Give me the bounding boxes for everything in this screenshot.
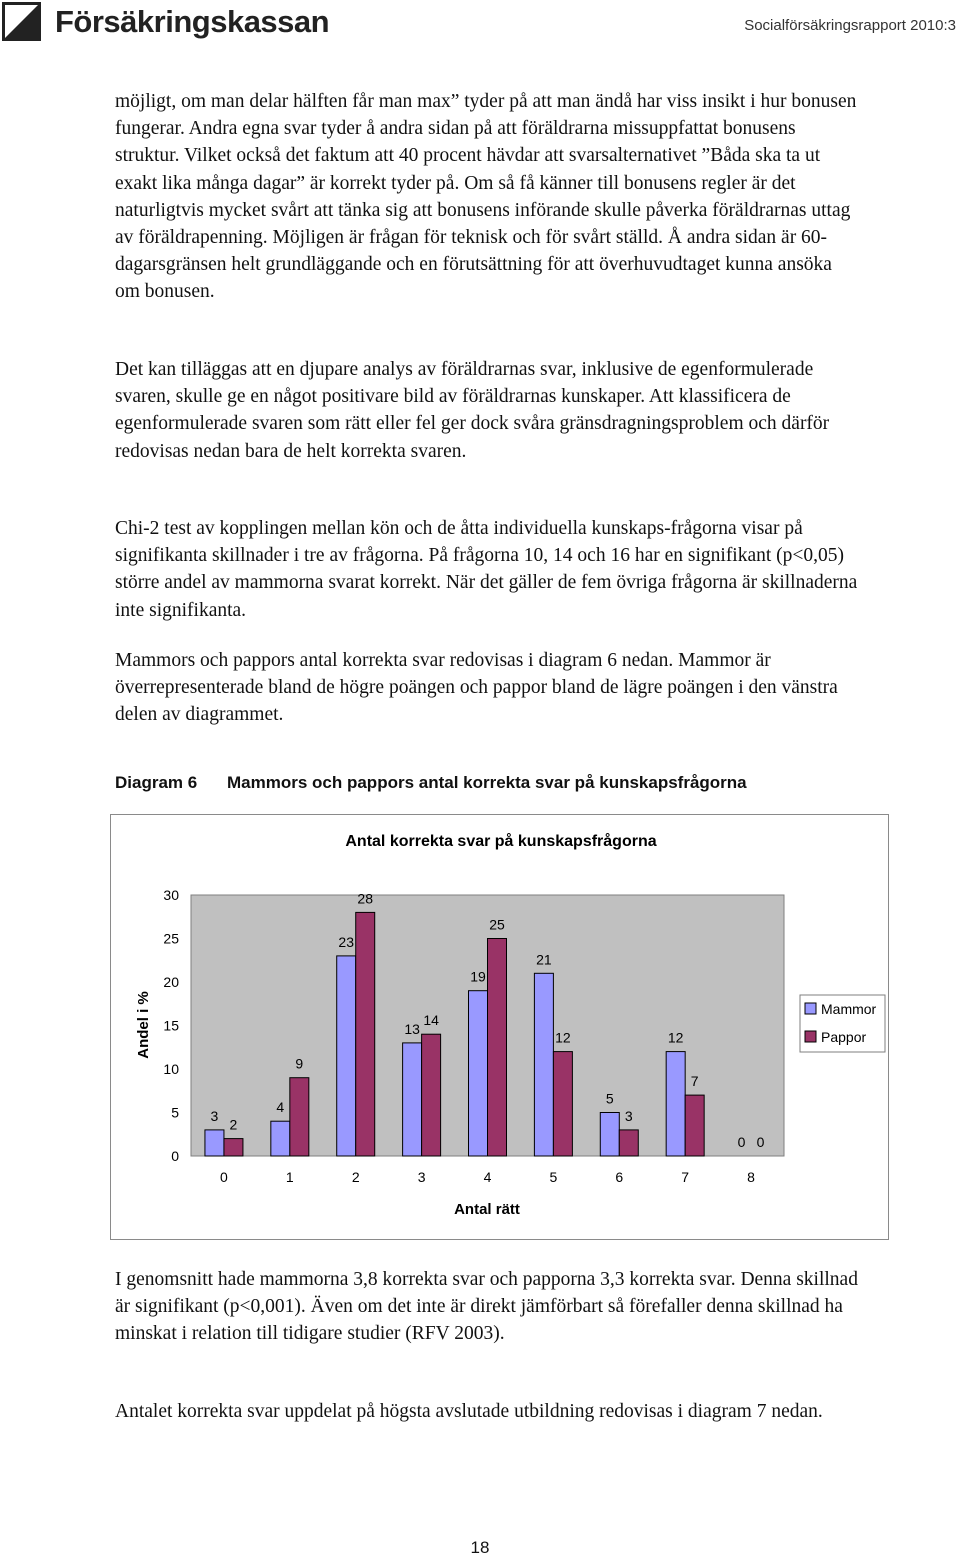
paragraph: Det kan tilläggas att en djupare analys av föräldrarnas svar, inklusive de egenformulerade svaren, skulle ge en något positivare bild av föräldrarnas kunskaper. Att klassificera de egenformulerade svaren som rätt eller fel ger dock svåra gränsdragningsproblem och därför redovisas nedan bara de helt korrekta svaren. <box>115 359 830 462</box>
bar-pappor <box>224 1139 243 1156</box>
legend-label: Pappor <box>821 1029 867 1045</box>
page-number: 18 <box>470 1538 490 1557</box>
report-name: Socialförsäkringsrapport 2010:3 <box>744 17 956 34</box>
paragraph: Mammors och pappors antal korrekta svar redovisas i diagram 6 nedan. Mammor är överrepresenterade bland de högre poängen och pappor bland de lägre poängen i den vänstra delen av diagrammet. <box>115 650 838 726</box>
diagram-title: Mammors och pappors antal korrekta svar på kunskapsfrågorna <box>227 773 747 792</box>
x-tick-label: 5 <box>549 1169 558 1185</box>
bar-pappor <box>488 939 507 1157</box>
bar-chart <box>111 815 888 1239</box>
bar-mammor <box>271 1121 290 1156</box>
bar-pappor <box>685 1095 704 1156</box>
y-tick-label: 25 <box>163 930 179 947</box>
bar-mammor <box>205 1130 224 1156</box>
paragraph: Antalet korrekta svar uppdelat på högsta avslutade utbildning redovisas i diagram 7 nedan. <box>115 1401 823 1422</box>
data-label: 12 <box>555 1029 571 1046</box>
y-tick-label: 15 <box>163 1017 179 1034</box>
legend-swatch-mammor <box>805 1003 816 1014</box>
paragraph: möjligt, om man delar hälften får man max” tyder på att man ändå har viss insikt i hur bonusen fungerar. Andra egna svar tyder å andra sidan på att föräldrarna missuppfattat bonusens struktur. Vilket också det faktum att 40 procent hävdar att svarsalternativet ”Båda ska ta ut exakt lika många dagar” är korrekt tyder på. Om så få känner till bonusens regler är det naturligtvis mycket svårt att tänka sig att bonusens införande skulle påverka föräldrarnas uttag av föräldrapenning. Möjligen är frågan för teknisk och för svårt ställd. Å andra sidan är 60-dagarsgränsen helt grundläggande och en förutsättning för att överhuvudtaget kunna ansöka om bonusen. <box>115 91 857 303</box>
data-label: 13 <box>404 1020 420 1037</box>
data-label: 3 <box>210 1107 219 1124</box>
diagram-caption <box>115 773 747 793</box>
x-tick-label: 0 <box>220 1169 228 1185</box>
legend <box>800 995 885 1052</box>
y-tick-label: 0 <box>171 1148 179 1164</box>
bar-mammor <box>403 1043 422 1156</box>
data-label: 9 <box>295 1055 304 1072</box>
bar-mammor <box>666 1052 685 1156</box>
data-label: 23 <box>338 933 355 950</box>
x-axis-label: Antal rätt <box>454 1201 520 1218</box>
data-label: 4 <box>276 1099 285 1116</box>
x-tick-label: 7 <box>681 1169 690 1185</box>
x-tick-label: 1 <box>285 1169 294 1185</box>
data-label: 19 <box>470 968 486 985</box>
x-tick-label: 8 <box>747 1169 755 1185</box>
logo <box>0 0 345 52</box>
logo-mark-icon <box>2 2 44 44</box>
data-label: 21 <box>536 951 552 968</box>
data-label: 28 <box>357 890 374 907</box>
data-label: 7 <box>690 1073 699 1090</box>
data-label: 12 <box>667 1029 684 1046</box>
x-tick-label: 6 <box>615 1169 624 1185</box>
y-tick-label: 20 <box>163 974 179 990</box>
bar-mammor <box>534 973 553 1156</box>
data-label: 5 <box>605 1090 614 1107</box>
legend-label: Mammor <box>821 1001 877 1017</box>
x-tick-label: 2 <box>351 1169 360 1185</box>
x-tick-label: 4 <box>483 1169 492 1185</box>
legend-swatch-pappor <box>805 1031 816 1042</box>
bar-pappor <box>553 1052 572 1156</box>
data-label: 2 <box>229 1116 238 1133</box>
bar-mammor <box>600 1113 619 1157</box>
y-tick-label: 5 <box>171 1104 179 1121</box>
data-label: 14 <box>423 1012 439 1029</box>
paragraph: Chi-2 test av kopplingen mellan kön och de åtta individuella kunskaps-frågorna visar på signifikanta skillnader i tre av frågorna. På frågorna 10, 14 och 16 har en signifikant (p<0,05) större andel av mammorna svarat korrekt. När det gäller de fem övriga frågorna är skillnaderna inte signifikanta. <box>115 518 858 621</box>
bar-pappor <box>356 912 375 1156</box>
x-tick-label: 3 <box>417 1169 426 1185</box>
y-tick-label: 30 <box>163 887 179 903</box>
bar-pappor <box>619 1130 638 1156</box>
chart-frame <box>110 814 889 1240</box>
data-label: 25 <box>489 916 505 933</box>
paragraph: I genomsnitt hade mammorna 3,8 korrekta svar och papporna 3,3 korrekta svar. Denna skillnad är signifikant (p<0,001). Även om det inte är direkt jämförbart så förefaller denna skillnad ha minskat i relation till tidigare studier (RFV 2003). <box>115 1269 858 1345</box>
bar-mammor <box>337 956 356 1156</box>
data-label: 3 <box>624 1107 633 1124</box>
diagram-number: Diagram 6 <box>115 773 198 792</box>
bar-pappor <box>290 1078 309 1156</box>
y-axis-label: Andel i % <box>135 991 152 1059</box>
logo-text: Försäkringskassan <box>55 4 330 39</box>
bar-mammor <box>469 991 488 1156</box>
data-label: 0 <box>756 1134 765 1150</box>
data-label: 0 <box>737 1134 746 1150</box>
chart-title: Antal korrekta svar på kunskapsfrågorna <box>345 833 657 850</box>
y-tick-label: 10 <box>163 1061 179 1077</box>
bar-pappor <box>422 1034 441 1156</box>
